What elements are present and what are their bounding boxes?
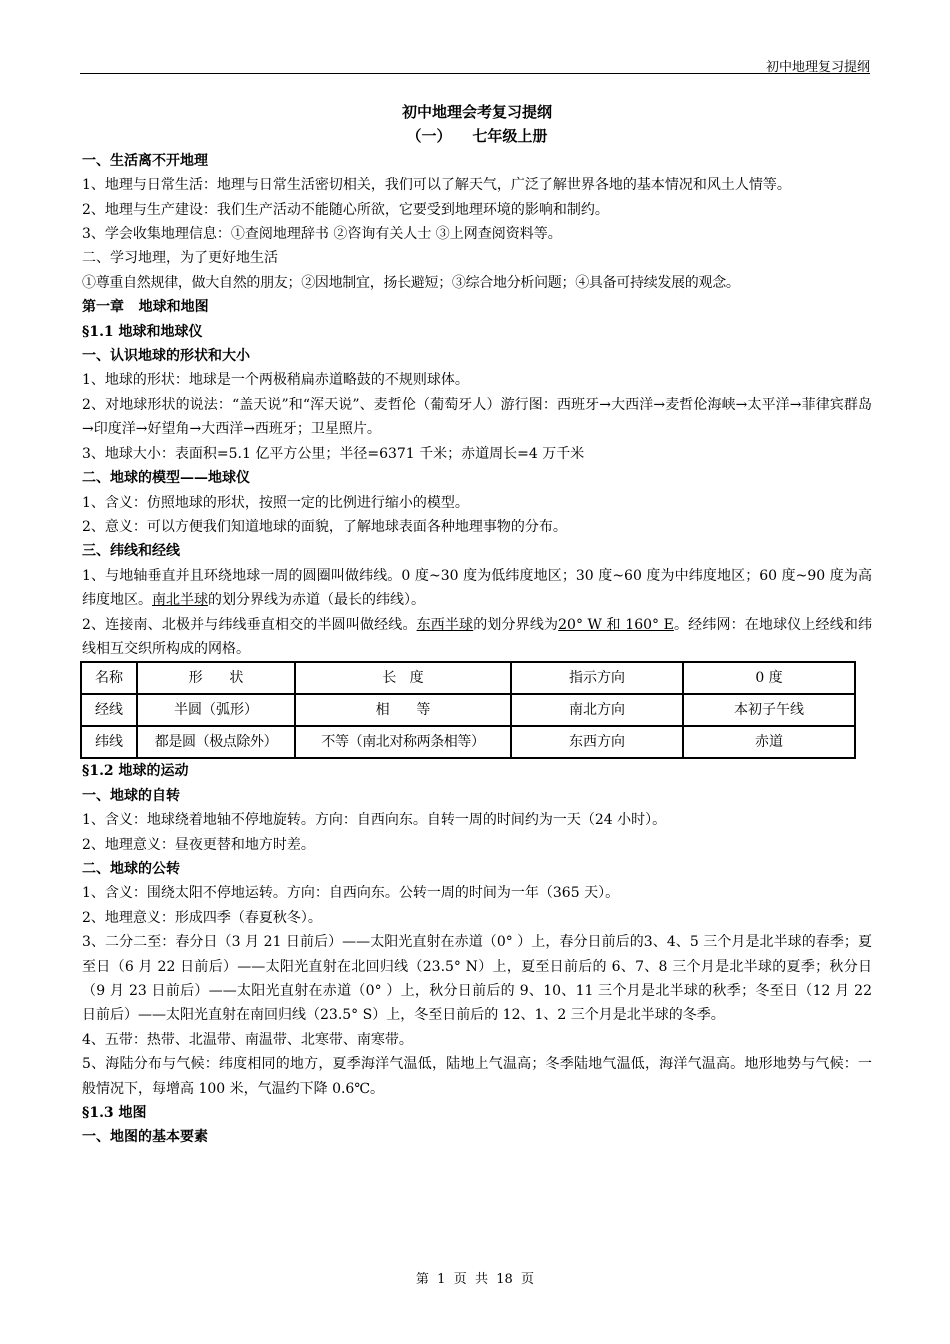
paragraph: 二、学习地理，为了更好地生活: [82, 250, 278, 267]
table-cell: 东西方向: [511, 726, 683, 758]
table-cell: 经线: [81, 694, 137, 726]
underlined-term: 南北半球: [152, 592, 208, 609]
paragraph: 3、二分二至：春分日（3 月 21 日前后）——太阳光直射在赤道（0° ）上，春分日前后的3、4、5 三个月是北半球的春季；夏至日（6 月 22 日前后）——太阳光直射在北回归线（23.5° N）上，夏至日前后的 6、7、8 三个月是北半球的夏季；秋分日（9 月 23 日前后）——太阳光直射在赤道（0° ）上，秋分日前后的 9、10、11 三个月是北半球的秋季；冬至日（12 月 22 日前后）——太阳光直射在南回归线（23.5° S）上，冬至日前后的 12、1、2 三个月是北半球的冬季。: [82, 934, 872, 1024]
paragraph: 2、意义：可以方便我们知道地球的面貌，了解地球表面各种地理事物的分布。: [82, 518, 567, 535]
subsection-heading: 三、纬线和经线: [82, 543, 180, 560]
paragraph: 2、地理意义：昼夜更替和地方时差。: [82, 836, 315, 853]
section-heading: §1.2 地球的运动: [82, 763, 189, 780]
table-header-row: [81, 662, 855, 694]
paragraph: 2、地理与生产建设：我们生产活动不能随心所欲，它要受到地理环境的影响和制约。: [82, 201, 609, 218]
paragraph: 1、含义：仿照地球的形状，按照一定的比例进行缩小的模型。: [82, 494, 469, 511]
table-cell: 赤道: [683, 726, 855, 758]
paragraph: [82, 564, 872, 613]
paragraph: ①尊重自然规律，做大自然的朋友；②因地制宜，扬长避短；③综合地分析问题；④具备可持续发展的观念。: [82, 274, 740, 291]
comparison-table: [80, 661, 856, 759]
doc-title: 初中地理会考复习提纲: [401, 103, 552, 121]
paragraph: 5、海陆分布与气候：纬度相同的地方，夏季海洋气温低，陆地上气温高；冬季陆地气温低，海洋气温高。地形地势与气候：一般情况下，每增高 100 米，气温约下降 0.6℃。: [82, 1056, 872, 1097]
text-run: 的划分界线为: [473, 616, 559, 633]
table-cell: 本初子午线: [683, 694, 855, 726]
table-header-cell: 指示方向: [511, 662, 683, 694]
paragraph: 4、五带：热带、北温带、南温带、北寒带、南寒带。: [82, 1031, 413, 1048]
text-run: 1、与地轴垂直并且环绕地球一周的圆圈叫做纬线。0 度~30 度为低纬度地区；30 度~60 度为中纬度地区；60 度~90 度为高纬度地区。: [82, 567, 872, 609]
section-heading: §1.3 地图: [82, 1105, 147, 1122]
paragraph: 2、对地球形状的说法：“盖天说”和“浑天说”、麦哲伦（葡萄牙人）游行图：西班牙→大西洋→麦哲伦海峡→太平洋→菲律宾群岛→印度洋→好望角→大西洋→西班牙；卫星照片。: [82, 396, 872, 438]
paragraph: 1、含义：地球绕着地轴不停地旋转。方向：自西向东。自转一周的时间约为一天（24 小时）。: [82, 812, 667, 829]
table-cell: 半圆（弧形）: [137, 694, 295, 726]
paragraph: 1、地理与日常生活：地理与日常生活密切相关，我们可以了解天气，广泛了解世界各地的基本情况和风土人情等。: [82, 177, 791, 194]
table-cell: 都是圆（极点除外）: [137, 726, 295, 758]
paragraph: 3、学会收集地理信息：①查阅地理辞书 ②咨询有关人士 ③上网查阅资料等。: [82, 226, 562, 243]
page-number: 第 1 页 共 18 页: [415, 1272, 535, 1287]
table-cell: 纬线: [81, 726, 137, 758]
subsection-heading: 一、地图的基本要素: [82, 1129, 208, 1146]
text-run: 2、连接南、北极并与纬线垂直相交的半圆叫做经线。: [82, 616, 417, 633]
table-row: [81, 726, 855, 758]
underlined-term: 东西半球: [416, 616, 474, 633]
running-header: 初中地理复习提纲: [765, 60, 870, 75]
subsection-heading: 一、地球的自转: [82, 787, 180, 804]
section-heading: 一、生活离不开地理: [82, 152, 208, 169]
subsection-heading: 二、地球的模型——地球仪: [82, 470, 250, 487]
text-run: 。经纬网：在地球仪上经线和纬线相互交织所构成的网格。: [82, 616, 873, 657]
paragraph: 3、地球大小：表面积=5.1 亿平方公里；半径=6371 千米；赤道周长=4 万千米: [82, 445, 585, 462]
paragraph: [82, 613, 872, 662]
table-row: [81, 694, 855, 726]
section-heading: §1.1 地球和地球仪: [82, 323, 203, 340]
table-header-cell: 名称: [81, 662, 137, 694]
paragraph: 1、地球的形状：地球是一个两极稍扁赤道略鼓的不规则球体。: [82, 372, 469, 389]
text-run: 的划分界线为赤道（最长的纬线）。: [208, 592, 425, 609]
paragraph: 2、地理意义：形成四季（春夏秋冬）。: [82, 909, 322, 926]
table-header-cell: 0 度: [683, 662, 855, 694]
table-header-cell: 形 状: [137, 662, 295, 694]
chapter-heading: 第一章 地球和地图: [82, 299, 209, 316]
table-cell: 南北方向: [511, 694, 683, 726]
paragraph: 1、含义：围绕太阳不停地运转。方向：自西向东。公转一周的时间为一年（365 天）。: [82, 885, 620, 902]
underlined-term: 20° W 和 160° E: [558, 616, 674, 633]
table-header-cell: 长 度: [295, 662, 511, 694]
table-cell: 不等（南北对称两条相等）: [295, 726, 511, 758]
header-divider: [80, 73, 870, 74]
subsection-heading: 一、认识地球的形状和大小: [82, 348, 250, 365]
subsection-heading: 二、地球的公转: [82, 860, 180, 877]
document-body: [82, 100, 872, 1150]
doc-subtitle: （一） 七年级上册: [406, 127, 548, 146]
table-cell: 相 等: [295, 694, 511, 726]
